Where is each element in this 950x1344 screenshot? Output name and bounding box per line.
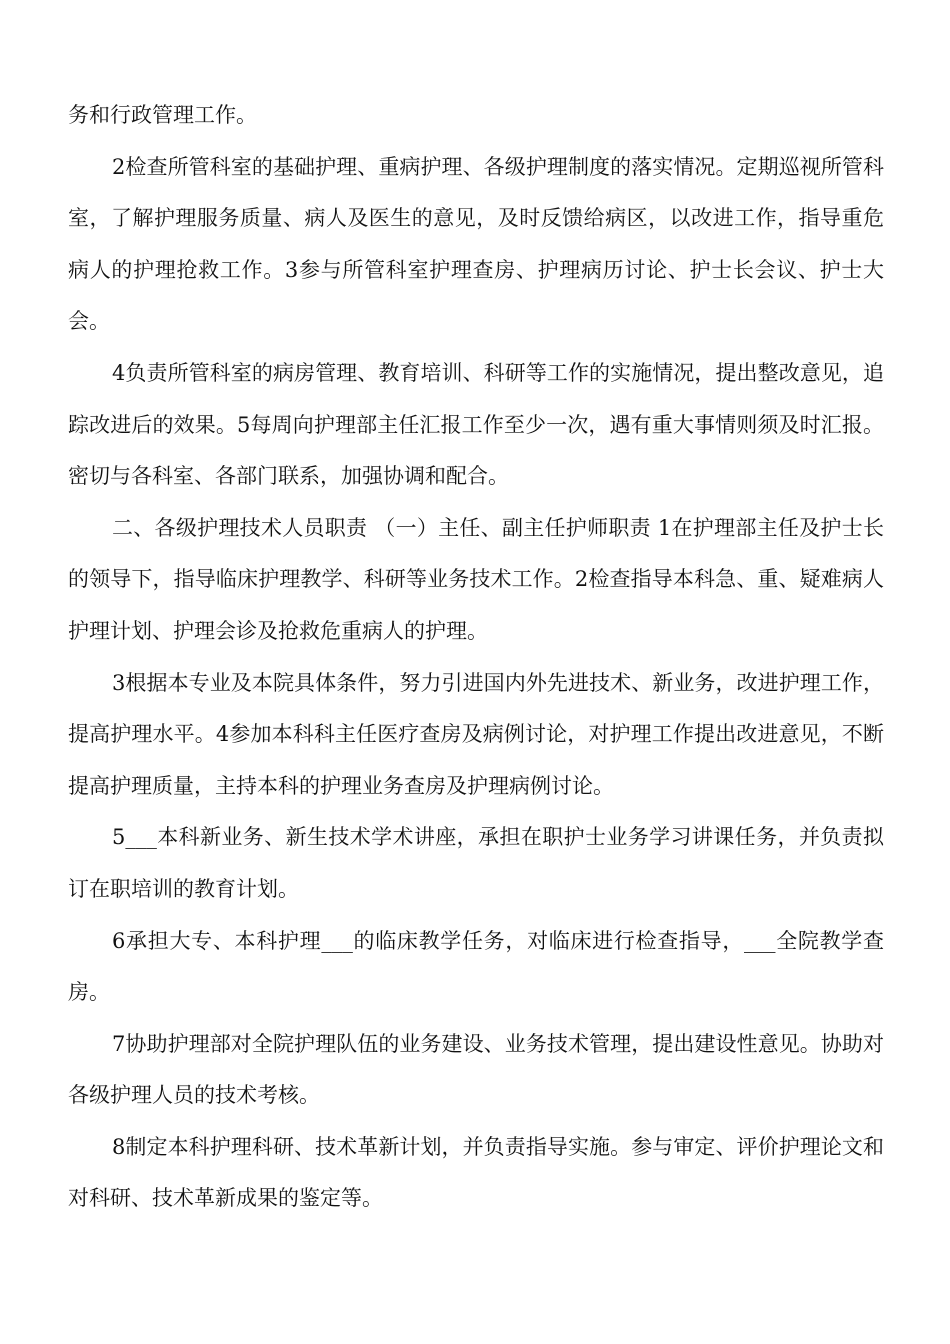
document-page [68, 90, 884, 1225]
paragraph-item-3: 3根据本专业及本院具体条件，努力引进国内外先进技术、新业务，改进护理工作，提高护理水平。4参加本科科主任医疗查房及病例讨论，对护理工作提出改进意见，不断提高护理质量，主持本科的护理业务查房及护理病例讨论。 [68, 670, 884, 798]
paragraph-item-8: 8制定本科护理科研、技术革新计划，并负责指导实施。参与审定、评价护理论文和对科研、技术革新成果的鉴定等。 [68, 1134, 884, 1211]
paragraph-item-4: 4负责所管科室的病房管理、教育培训、科研等工作的实施情况，提出整改意见，追踪改进后的效果。5每周向护理部主任汇报工作至少一次，遇有重大事情则须及时汇报。密切与各科室、各部门联系，加强协调和配合。 [68, 360, 884, 489]
paragraph-section-2: 二、各级护理技术人员职责 （一）主任、副主任护师职责 1在护理部主任及护士长的领导下，指导临床护理教学、科研等业务技术工作。2检查指导本科急、重、疑难病人护理计划、护理会诊及抢救危重病人的护理。 [68, 515, 884, 643]
paragraph-continuation: 务和行政管理工作。 [68, 103, 257, 127]
paragraph-item-5: 5___本科新业务、新生技术学术讲座，承担在职护士业务学习讲课任务，并负责拟订在职培训的教育计划。 [68, 825, 884, 901]
paragraph-item-7: 7协助护理部对全院护理队伍的业务建设、业务技术管理，提出建设性意见。协助对各级护理人员的技术考核。 [68, 1031, 884, 1108]
paragraph-item-2: 2检查所管科室的基础护理、重病护理、各级护理制度的落实情况。定期巡视所管科室，了解护理服务质量、病人及医生的意见，及时反馈给病区，以改进工作，指导重危病人的护理抢救工作。3参与所管科室护理查房、护理病历讨论、护士长会议、护士大会。 [68, 154, 884, 334]
paragraph-item-6: 6承担大专、本科护理___的临床教学任务，对临床进行检查指导，___全院教学查房。 [68, 928, 884, 1005]
